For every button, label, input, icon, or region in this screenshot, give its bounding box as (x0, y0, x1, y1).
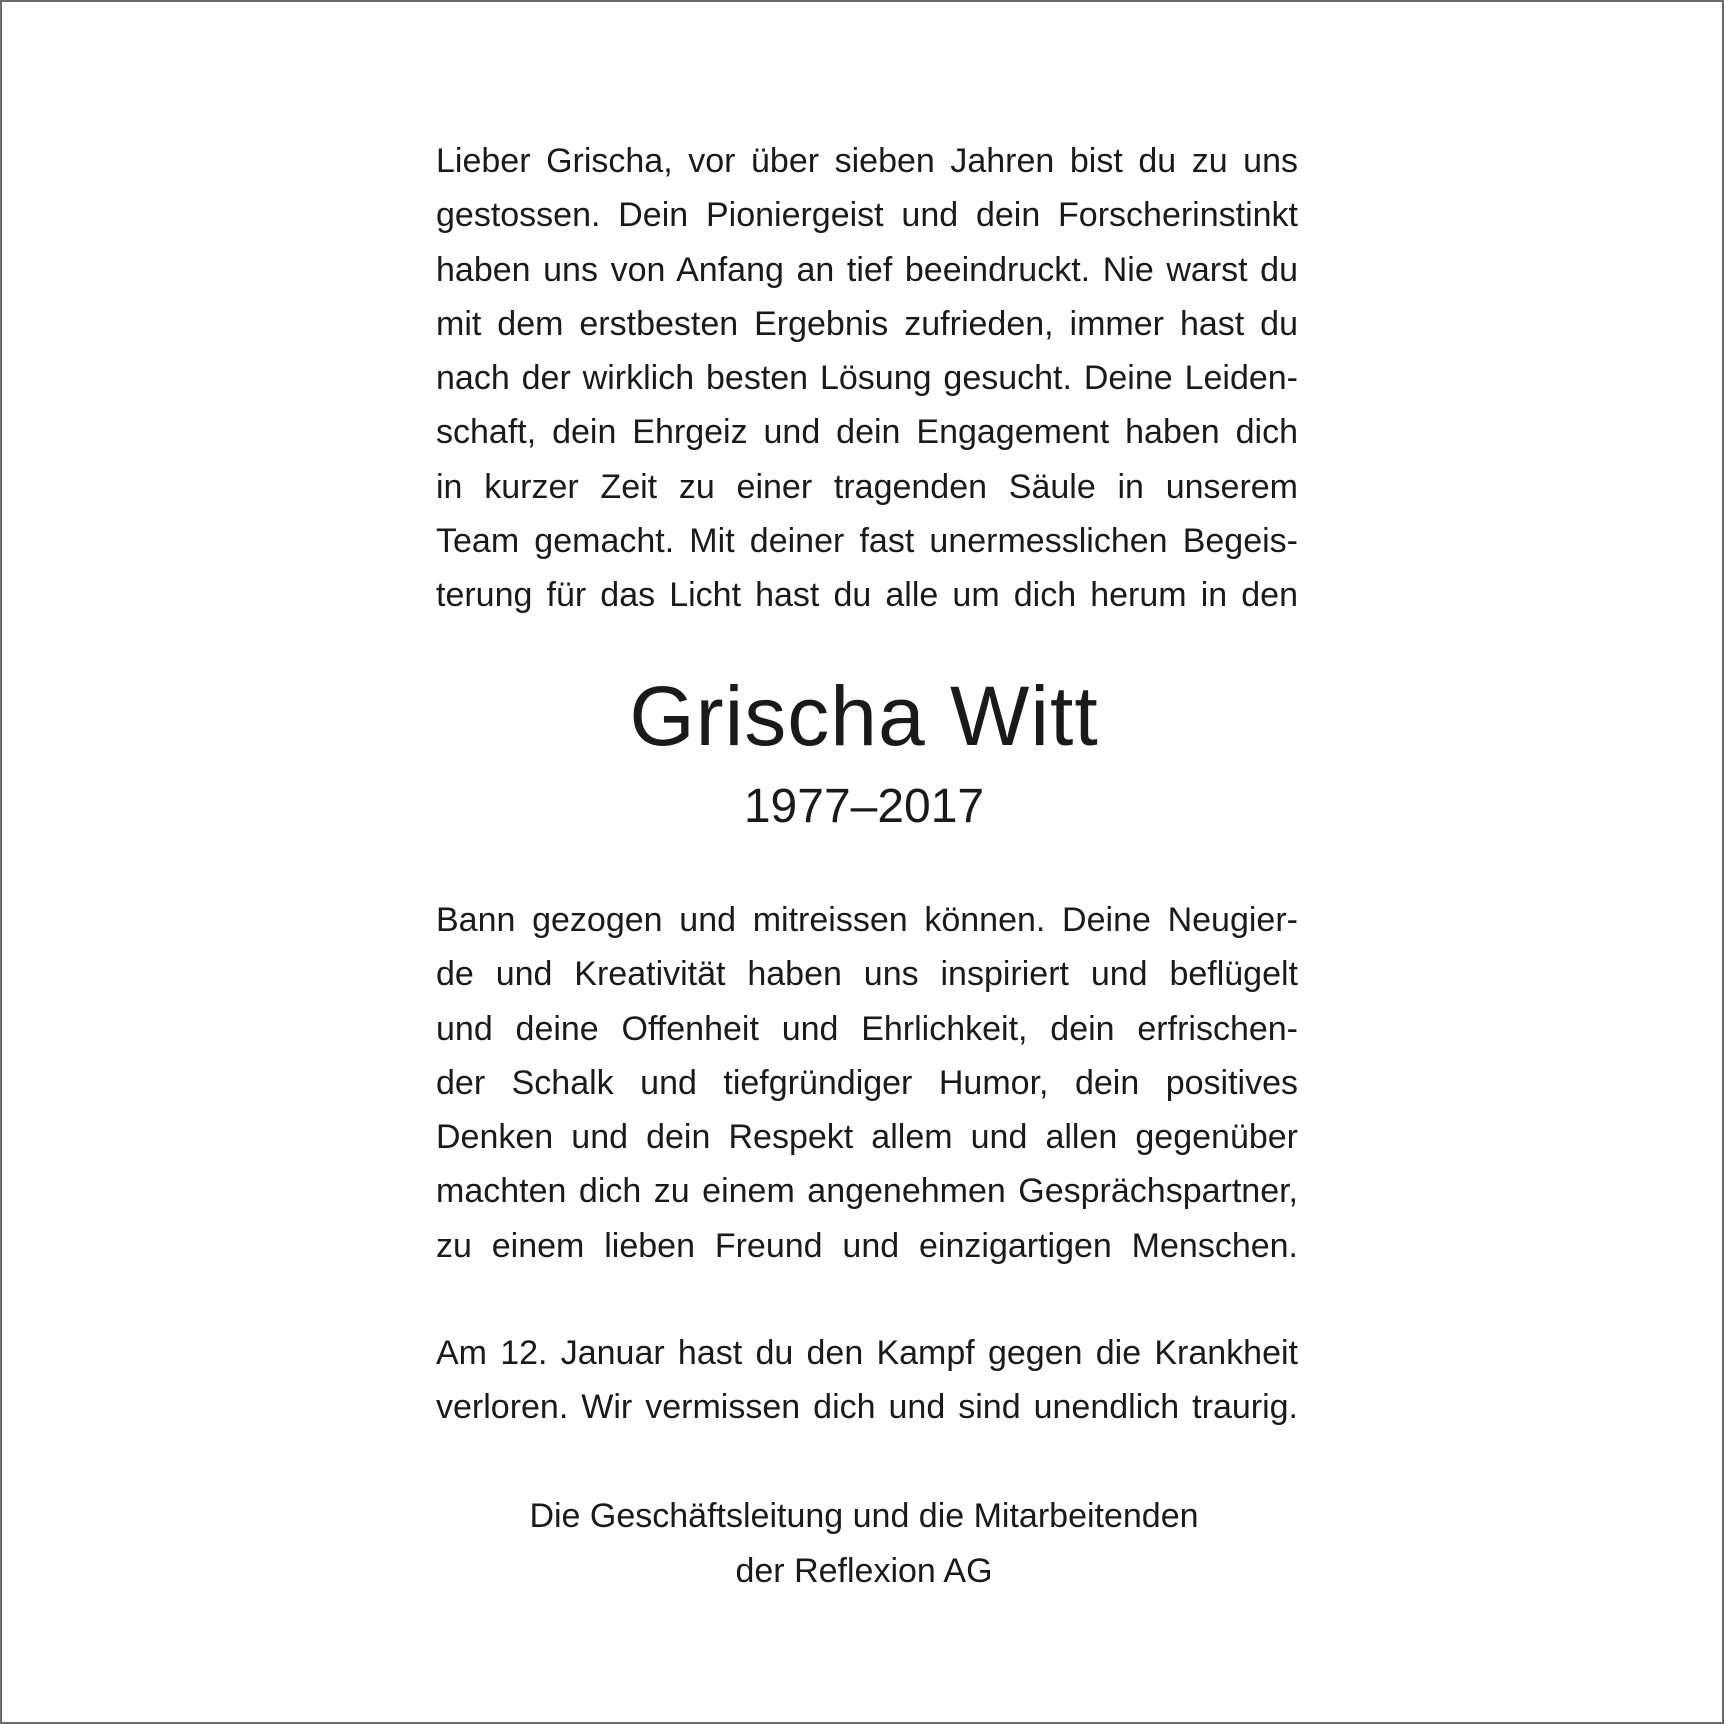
signature-line: der Reflexion AG (735, 1552, 993, 1590)
text-line: und deine Offenheit und Ehrlichkeit, dein erfrischen- (436, 1009, 1298, 1048)
text-line: terung für das Licht hast du alle um dich herum in den (436, 576, 1298, 615)
text-line: de und Kreativität haben uns inspiriert und beflügelt (436, 955, 1298, 994)
text-line: Bann gezogen und mitreissen können. Deine Neugier- (436, 901, 1298, 939)
text-line: Team gemacht. Mit deiner fast unermesslichen Begeis- (436, 522, 1298, 561)
life-years: 1977–2017 (743, 780, 985, 833)
text-line: Denken und dein Respekt allem und allen gegenüber (436, 1118, 1298, 1157)
intro-paragraph (436, 134, 1298, 623)
signature (2, 1489, 1724, 1599)
text-line: Lieber Grischa, vor über sieben Jahren bist du zu uns (436, 142, 1298, 180)
text-line: der Schalk und tiefgründiger Humor, dein positives (436, 1063, 1298, 1102)
text-line: schaft, dein Ehrgeiz und dein Engagement haben dich (436, 413, 1298, 452)
text-line: zu einem lieben Freund und einzigartigen Menschen. (436, 1226, 1298, 1265)
text-line: in kurzer Zeit zu einer tragenden Säule in unserem (436, 467, 1298, 506)
closing-paragraph (436, 1326, 1298, 1435)
text-line: Am 12. Januar hast du den Kampf gegen die Krankheit (436, 1334, 1298, 1372)
deceased-name: Grischa Witt (629, 669, 1099, 763)
text-line: verloren. Wir vermissen dich und sind unendlich traurig. (436, 1388, 1298, 1427)
text-line: machten dich zu einem angenehmen Gesprächspartner, (436, 1172, 1298, 1211)
text-line: mit dem erstbesten Ergebnis zufrieden, immer hast du (436, 304, 1298, 343)
continuation-paragraph (436, 893, 1298, 1273)
text-line: gestossen. Dein Pioniergeist und dein Forscherinstinkt (436, 196, 1298, 235)
text-line: nach der wirklich besten Lösung gesucht. Deine Leiden- (436, 359, 1298, 398)
text-line: haben uns von Anfang an tief beeindruckt. Nie warst du (436, 250, 1298, 289)
signature-line: Die Geschäftsleitung und die Mitarbeitenden (529, 1497, 1199, 1535)
